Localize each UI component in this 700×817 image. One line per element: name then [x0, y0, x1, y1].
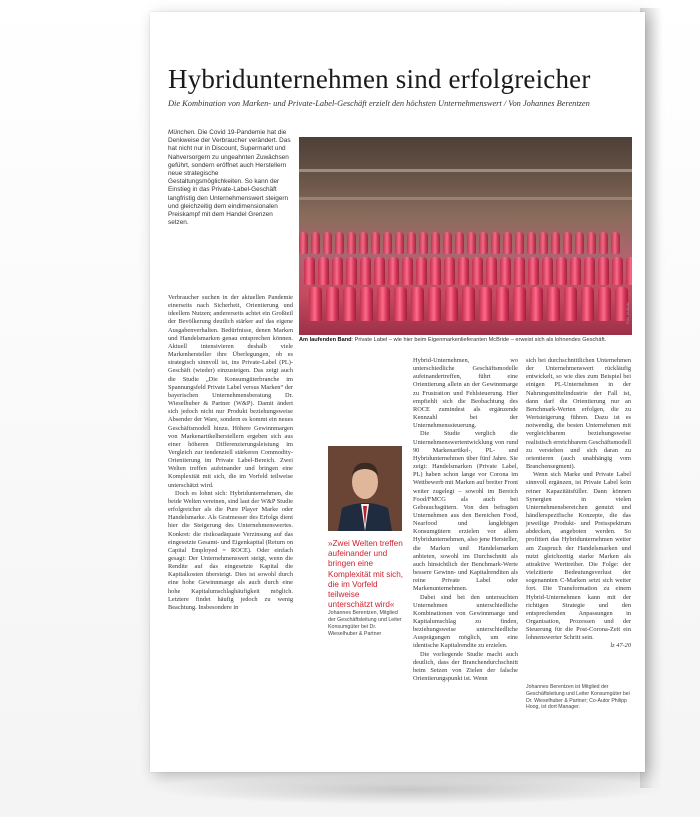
column-3-paragraph: Wenn sich Marke und Private Label sinnvoll ergänzen, ist Private Label kein reiner Kapazitätsfüller. Dann können Synergien in vielen Unternehmensbereichen genutzt und händlerspezifische Konzepte, die das jeweilige Produkt- und Preisspektrum abdecken, angeboten werden. So profitiert das Hybridunternehmen weiter am Zuspruch der Handelsmarken und nutzt gleichzeitig starke Marken als attraktive Werttreiber. Die Folge: der vielzitierte Bedeutungsverlust der sogenannten C-Marken setzt sich weiter fort. Die Transformation zu einem Hybrid-Unternehmen kann mit der richtigen Strategie und den entsprechenden Anpassungen in Organisation, Prozessen und der Steuerung für die Post-Corona-Zeit ein lohnenswerter Schritt sein. [526, 471, 631, 642]
bottle-shape [360, 257, 371, 285]
bottle-shape [611, 232, 620, 254]
bottle-shape [411, 287, 424, 321]
photo-light-stripe [299, 197, 632, 200]
bottle-shape [539, 232, 548, 254]
author-portrait [328, 446, 402, 531]
lead-text: Die Covid 19-Pandemie hat die Denkweise der Verbraucher verändert. Das hat nicht nur in Discount, Supermarkt und Nahversorgern zu ungeahnten Zuwächsen geführt, sondern eröffnet auch Herstellern neue strategische Gestaltungsmöglichkeiten. So kann der Einstieg in das Private-Label-Geschäft langfristig den Unternehmenswert steigern und gleichzeitig dem eindimensionalen Preiskampf mit dem Handel Grenzen setzen. [168, 129, 291, 227]
bottle-shape [343, 287, 356, 321]
bottle-shape [496, 287, 509, 321]
bottle-shape [326, 287, 339, 321]
bottle-shape [551, 232, 560, 254]
photo-light-stripe [299, 169, 632, 172]
bottle-shape [359, 232, 368, 254]
bottle-shape [388, 257, 399, 285]
column-3-paragraph: sich bei durchschnittlichen Unternehmen der Unternehmenswert rückläufig entwickelt, so wie dies zum Beispiel bei einigen PL-Unternehmen in der Nahrungsmittelindustrie der Fall ist, dann darf die Orientierung nur an Benchmark-Werten erfolgen, die zu Wertsteigerung führen. Dazu ist es notwendig, die besten Unternehmen mit vergleichbarem beziehungsweise realistisch erreichbarem Geschäftsmodell zu verstehen und sich daran zu orientieren (auch unabhängig vom Branchensegment). [526, 357, 631, 471]
bottle-shape [360, 287, 373, 321]
article-subhead: Die Kombination von Marken- und Private-Label-Geschäft erzielt den höchsten Unternehmenswert / Von Johannes Berentzen [168, 99, 590, 108]
column-1-paragraph: Verbraucher suchen in der aktuellen Pandemie einerseits nach Sicherheit, Orientierung und ideellem Nutzen; andererseits achtet ein Großteil der Bevölkerung deutlich stärker auf das eigene Ausgabenverhalten. Bedürfnisse, denen Marken und Handelsmarken genau entsprechen können. Aktuell intensivieren deshalb viele Markenhersteller ihre Überlegungen, ob es strategisch sinnvoll ist, ins Private-Label (PL)-Geschäft (wieder) einzusteigen. Das zeigt auch die Studie „Die Konsumgüterbranche im Spannungsfeld Private Label versus Marken“ der bayerischen Unternehmensberatung Dr. Wieselhuber & Partner (W&P). Damit ändert sich jedoch nicht nur Produkt beziehungsweise Absender der Ware, sondern es kommt ein neues Geschäftsmodell hinzu. Höhere Gewinnmargen von Markenartikelherstellern ergeben sich aus einer höheren Differenzierungsleistung im Vergleich zur tendenziell stärkeren Commodity-Orientierung im Private Label-Bereich. Zwei Welten treffen aufeinander und bringen eine Komplexität mit sich, die im Vorfeld teilweise unterschätzt wird. [168, 294, 293, 489]
bottle-shape [599, 232, 608, 254]
photo-caption-title: Am laufenden Band [299, 337, 352, 343]
bottle-shape [547, 287, 560, 321]
bottle-shape [581, 287, 594, 321]
bottle-shape [467, 232, 476, 254]
bottle-shape [462, 287, 475, 321]
document-page [150, 12, 645, 772]
bottle-shape [383, 232, 392, 254]
photo-caption [299, 337, 632, 343]
bottle-shape [455, 232, 464, 254]
column-2-paragraph: Dabei sind bei den untersuchten Unternehmen unterschiedliche Kombinationen von Gewinnmarge und Kapitalumschlag zu finden, beziehungsweise unterschiedliche Ausprägungen möglich, um eine identische Kapitalrendite zu erzielen. [413, 593, 518, 650]
bottle-shape [598, 287, 611, 321]
column-2-paragraph: Die Studie verglich die Unternehmenswertentwicklung von rund 90 Markenartikel-, PL- und Hybridunternehmen über fünf Jahre. Sie zeigt: Handelsmarken (Private Label, PL) haben schon lange vor Corona im Wettbewerb mit Marken auf breiter Front weiter zugelegt – sowohl im Bereich Food/FMCG als auch bei Gebrauchsgütern. Von den befragten Unternehmen aus den Bereichen Food, Nearfood und langlebigen Konsumgütern erzielen vor allem Hybridunternehmen, also jene Hersteller, die Marken und Handelsmarken anbieten, sowohl im Durchschnitt als auch hinsichtlich der Benchmark-Werte bessere Gewinn- und Kapitalrenditen als reine Private Label oder Markenunternehmen. [413, 430, 519, 593]
bottle-shape [598, 257, 609, 285]
bottle-shape [503, 232, 512, 254]
author-note: Johannes Berentzen ist Mitglied der Geschäftsleitung und Leiter Konsumgüter bei Dr. Wieselhuber & Partner; Co-Autor Philipp Hoog, ist dort Manager. [526, 684, 630, 711]
article-headline: Hybridunternehmen sind erfolgreicher [168, 64, 591, 94]
bottle-shape [570, 257, 581, 285]
column-2-paragraph: Die vorliegende Studie macht auch deutlich, dass der Branchendurchschnitt beim Setzen von Zielen der falsche Orientierungspunkt ist. Wenn [413, 650, 518, 683]
bottle-shape [416, 257, 427, 285]
article-lead [168, 129, 293, 227]
article-photo [299, 137, 632, 335]
bottle-shape [332, 257, 343, 285]
column-3 [526, 357, 631, 677]
bottle-shape [626, 257, 632, 285]
photo-credit: Foto: McBride [626, 302, 630, 324]
bottle-shape [556, 257, 567, 285]
bottle-shape [377, 287, 390, 321]
bottle-shape [311, 232, 320, 254]
bottle-shape [443, 232, 452, 254]
bottle-shape [309, 287, 322, 321]
bottle-shape [479, 287, 492, 321]
photo-caption-text: : Private Label – wie hier beim Eigenmarkenlieferanten McBride – erweist sich als lohnendes Geschäft. [351, 337, 607, 343]
bottle-shape [407, 232, 416, 254]
article-reference: lz 47-20 [610, 642, 631, 650]
bottle-shape [500, 257, 511, 285]
portrait-illustration [328, 446, 402, 531]
bottle-shape [444, 257, 455, 285]
bottle-shape [527, 232, 536, 254]
bottle-shape [587, 232, 596, 254]
author-bio: Johannes Berentzen, Mitglied der Geschäftsleitung und Leiter Konsumgüter bei Dr. Wieselhuber & Partner [328, 610, 402, 637]
bottle-shape [472, 257, 483, 285]
column-2 [413, 357, 518, 767]
bottle-shape [304, 257, 315, 285]
bottle-shape [514, 257, 525, 285]
bottle-shape [530, 287, 543, 321]
lead-place: München. [168, 129, 197, 136]
bottle-shape [445, 287, 458, 321]
bottle-shape [419, 232, 428, 254]
bottle-shape [395, 232, 404, 254]
bottle-shape [299, 232, 308, 254]
bottle-shape [318, 257, 329, 285]
column-2-paragraph: Hybrid-Unternehmen, wo unterschiedliche Geschäftsmodelle aufeinandertreffen, führt eine Orientierung allein an der Gewinnmarge zu Frustration und Fehlsteuerung. Hier empfiehlt sich die Beobachtung des ROCE zumindest als ergänzende Kennzahl bei der Unternehmenssteuerung. [413, 357, 518, 430]
pull-quote: »Zwei Welten treffen aufeinander und bringen eine Komplexität mit sich, die im Vorfeld teilweise unterschätzt wird« [328, 539, 404, 610]
bottle-shape [335, 232, 344, 254]
bottle-shape [491, 232, 500, 254]
bottle-shape [347, 232, 356, 254]
column-1-paragraph: Doch es lohnt sich: Hybridunternehmen, die beide Welten vereinen, sind laut der W&P Studie erfolgreicher als die Pure Player Marke oder Handelsmarke. Als Gratmesser des Erfolgs dient hier die Steigerung des Unternehmenswertes. Konkret: die risikoadäquate Verzinsung auf das eingesetzte Gesamt- und Eigenkapital (Return on Capital Employed = ROCE). Oder einfach gesagt: Der Unternehmenswert steigt, wenn die Rendite auf das eingesetzte Kapital die Kapitalkosten übersteigt. Dies ist sowohl durch eine hohe Gewinnmarge als auch durch eine hohe Kapitalumschlaghäufigkeit möglich. Letztere findet häufig jedoch zu wenig Beachtung. Insbesondere in [168, 489, 293, 611]
bottle-shape [563, 232, 572, 254]
bottle-shape [458, 257, 469, 285]
bottle-shape [528, 257, 539, 285]
bottle-shape [431, 232, 440, 254]
bottle-shape [374, 257, 385, 285]
bottle-shape [575, 232, 584, 254]
bottle-shape [584, 257, 595, 285]
bottle-shape [515, 232, 524, 254]
bottle-shape [430, 257, 441, 285]
bottle-shape [402, 257, 413, 285]
bottle-shape [564, 287, 577, 321]
bottle-shape [394, 287, 407, 321]
bottle-shape [542, 257, 553, 285]
bottle-shape [428, 287, 441, 321]
bottle-shape [346, 257, 357, 285]
bottle-shape [371, 232, 380, 254]
floor-shadow [150, 775, 670, 805]
bottle-shape [486, 257, 497, 285]
bottle-shape [479, 232, 488, 254]
bottle-shape [323, 232, 332, 254]
bottle-shape [513, 287, 526, 321]
bottle-shape [612, 257, 623, 285]
column-1 [168, 294, 293, 764]
